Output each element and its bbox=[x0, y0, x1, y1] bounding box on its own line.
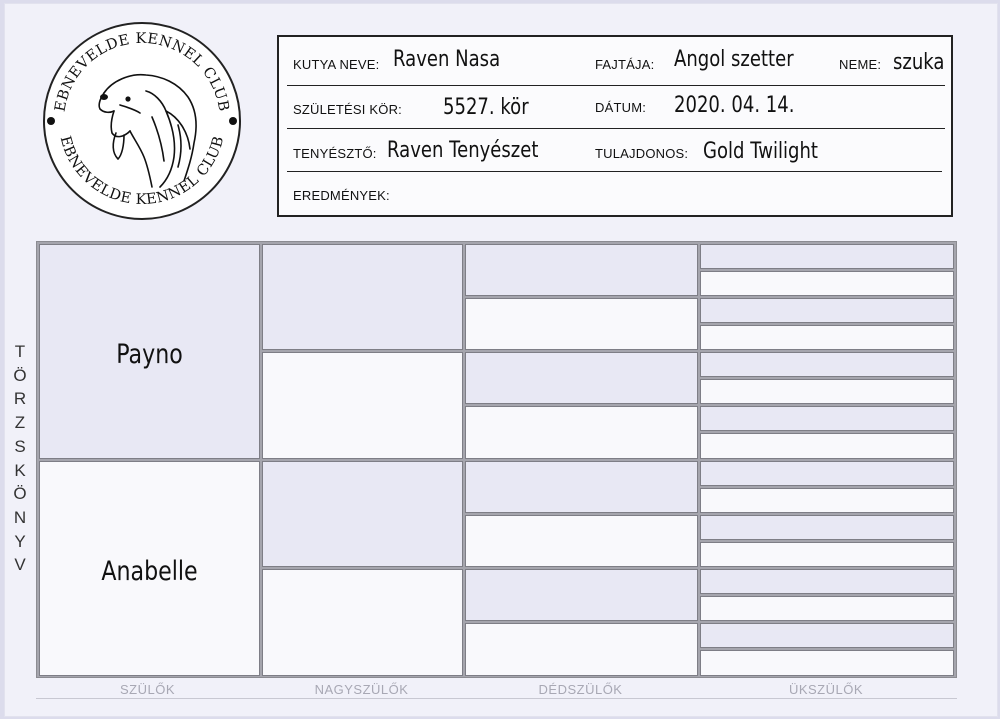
pedigree-grid bbox=[36, 241, 957, 678]
parent-name-sire: Payno bbox=[116, 339, 183, 370]
great-grandparent-cell bbox=[465, 515, 698, 567]
column-label-great-grandparents: DÉDSZÜLŐK bbox=[538, 682, 623, 697]
side-letter: Y bbox=[14, 531, 26, 551]
column-label-parents: SZÜLŐK bbox=[119, 682, 175, 697]
great-grandparent-cell bbox=[465, 244, 698, 296]
results-label: EREDMÉNYEK: bbox=[293, 188, 390, 203]
grandparent-cell bbox=[262, 569, 463, 676]
great-great-grandparent-cell bbox=[700, 298, 954, 323]
great-grandparent-cell bbox=[465, 461, 698, 513]
logo-text-bottom: EBNEVELDE KENNEL CLUB bbox=[56, 134, 228, 209]
parent-name-dam: Anabelle bbox=[101, 556, 198, 587]
side-letter: R bbox=[13, 389, 27, 409]
owner-value: Gold Twilight bbox=[703, 139, 819, 164]
logo-text-top: EBNEVELDE KENNEL CLUB bbox=[52, 30, 232, 113]
side-letter: N bbox=[13, 507, 27, 527]
owner-label: TULAJDONOS: bbox=[595, 146, 689, 161]
great-great-grandparent-cell bbox=[700, 461, 954, 486]
litter-label: SZÜLETÉSI KÖR: bbox=[293, 102, 402, 117]
great-great-grandparent-cell bbox=[700, 379, 954, 404]
great-grandparent-cell bbox=[465, 352, 698, 404]
pedigree-side-label bbox=[10, 340, 30, 577]
great-great-grandparent-cell bbox=[700, 433, 954, 459]
sex-label: NEME: bbox=[839, 57, 882, 72]
great-great-grandparent-cell bbox=[700, 596, 954, 621]
great-grandparent-cell bbox=[465, 623, 698, 676]
date-value: 2020. 04. 14. bbox=[674, 93, 795, 118]
great-grandparent-cell bbox=[465, 406, 698, 459]
parent-cell-dam bbox=[39, 461, 260, 676]
great-great-grandparent-cell bbox=[700, 406, 954, 431]
great-grandparent-cell bbox=[465, 569, 698, 621]
great-great-grandparent-cell bbox=[700, 271, 954, 296]
column-label-grandparents: NAGYSZÜLŐK bbox=[314, 682, 409, 697]
side-letter: K bbox=[14, 460, 26, 480]
side-letter: Ö bbox=[13, 365, 27, 385]
generation-labels bbox=[36, 680, 957, 699]
great-great-grandparent-cell bbox=[700, 244, 954, 269]
side-letter: Z bbox=[14, 413, 26, 433]
side-letter: S bbox=[14, 436, 26, 456]
great-great-grandparent-cell bbox=[700, 515, 954, 540]
great-great-grandparent-cell bbox=[700, 542, 954, 567]
grandparent-cell bbox=[262, 352, 463, 459]
kennel-club-logo bbox=[42, 21, 242, 221]
dog-name-label: KUTYA NEVE: bbox=[293, 57, 380, 72]
breeder-value: Raven Tenyészet bbox=[387, 138, 539, 163]
breeder-label: TENYÉSZTŐ: bbox=[293, 146, 377, 161]
litter-value: 5527. kör bbox=[443, 95, 529, 120]
great-great-grandparent-cell bbox=[700, 569, 954, 594]
great-great-grandparent-cell bbox=[700, 650, 954, 676]
grandparent-cell bbox=[262, 244, 463, 350]
dog-name-value: Raven Nasa bbox=[393, 47, 501, 72]
great-great-grandparent-cell bbox=[700, 325, 954, 350]
side-letter: T bbox=[14, 342, 26, 361]
parent-cell-sire bbox=[39, 244, 260, 459]
great-grandparent-cell bbox=[465, 298, 698, 350]
sex-value: szuka bbox=[893, 50, 945, 75]
grandparent-cell bbox=[262, 461, 463, 567]
breed-value: Angol szetter bbox=[674, 47, 794, 72]
side-letter: Ö bbox=[13, 484, 27, 504]
date-label: DÁTUM: bbox=[595, 100, 647, 115]
side-letter: V bbox=[14, 555, 26, 575]
great-great-grandparent-cell bbox=[700, 488, 954, 513]
dog-info-box bbox=[277, 35, 953, 217]
column-label-great-great-grandparents: ÜKSZÜLŐK bbox=[788, 682, 864, 697]
great-great-grandparent-cell bbox=[700, 623, 954, 648]
great-great-grandparent-cell bbox=[700, 352, 954, 377]
breed-label: FAJTÁJA: bbox=[595, 57, 655, 72]
